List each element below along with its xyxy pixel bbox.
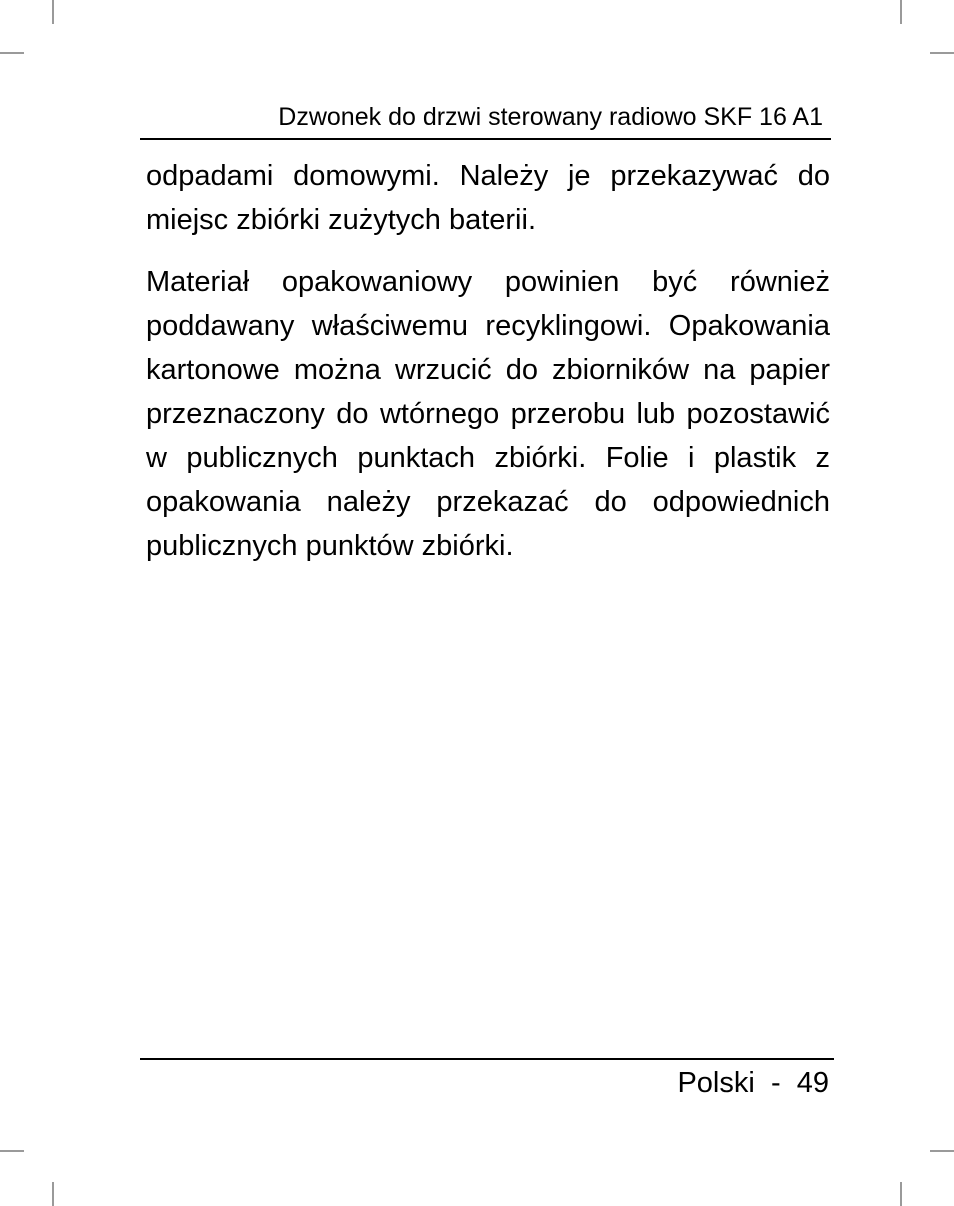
crop-mark-top-right-vertical xyxy=(900,0,902,24)
crop-mark-bottom-right-horizontal xyxy=(930,1150,954,1152)
paragraph-packaging-recycling: Materiał opakowaniowy powinien być również poddawany właściwemu recyklingowi. Opakowania kartonowe można wrzucić do zbiorników na papier przeznaczony do wtórnego przerobu lub pozostawić w publicznych punktach zbiórki. Folie i plastik z opakowania należy przekazać do odpowiednich publicznych punktów zbiórki. xyxy=(146,266,830,562)
footer-rule xyxy=(140,1058,834,1060)
page-header xyxy=(140,100,831,140)
footer-language: Polski xyxy=(677,1067,755,1099)
paragraph-disposal-batteries: odpadami domowymi. Należy je przekazywać do miejsc zbiórki zużytych baterii. xyxy=(146,160,830,236)
body-text xyxy=(146,154,830,586)
page-number: 49 xyxy=(796,1067,829,1099)
crop-mark-bottom-left-vertical xyxy=(52,1182,54,1206)
crop-mark-bottom-right-vertical xyxy=(900,1182,902,1206)
crop-mark-bottom-left-horizontal xyxy=(0,1150,24,1152)
header-title: Dzwonek do drzwi sterowany radiowo SKF 16 A1 xyxy=(278,103,823,131)
crop-mark-top-left-horizontal xyxy=(0,52,24,54)
footer-separator: - xyxy=(770,1067,781,1099)
page-footer xyxy=(677,1063,829,1103)
crop-mark-top-left-vertical xyxy=(52,0,54,24)
crop-mark-top-right-horizontal xyxy=(930,52,954,54)
